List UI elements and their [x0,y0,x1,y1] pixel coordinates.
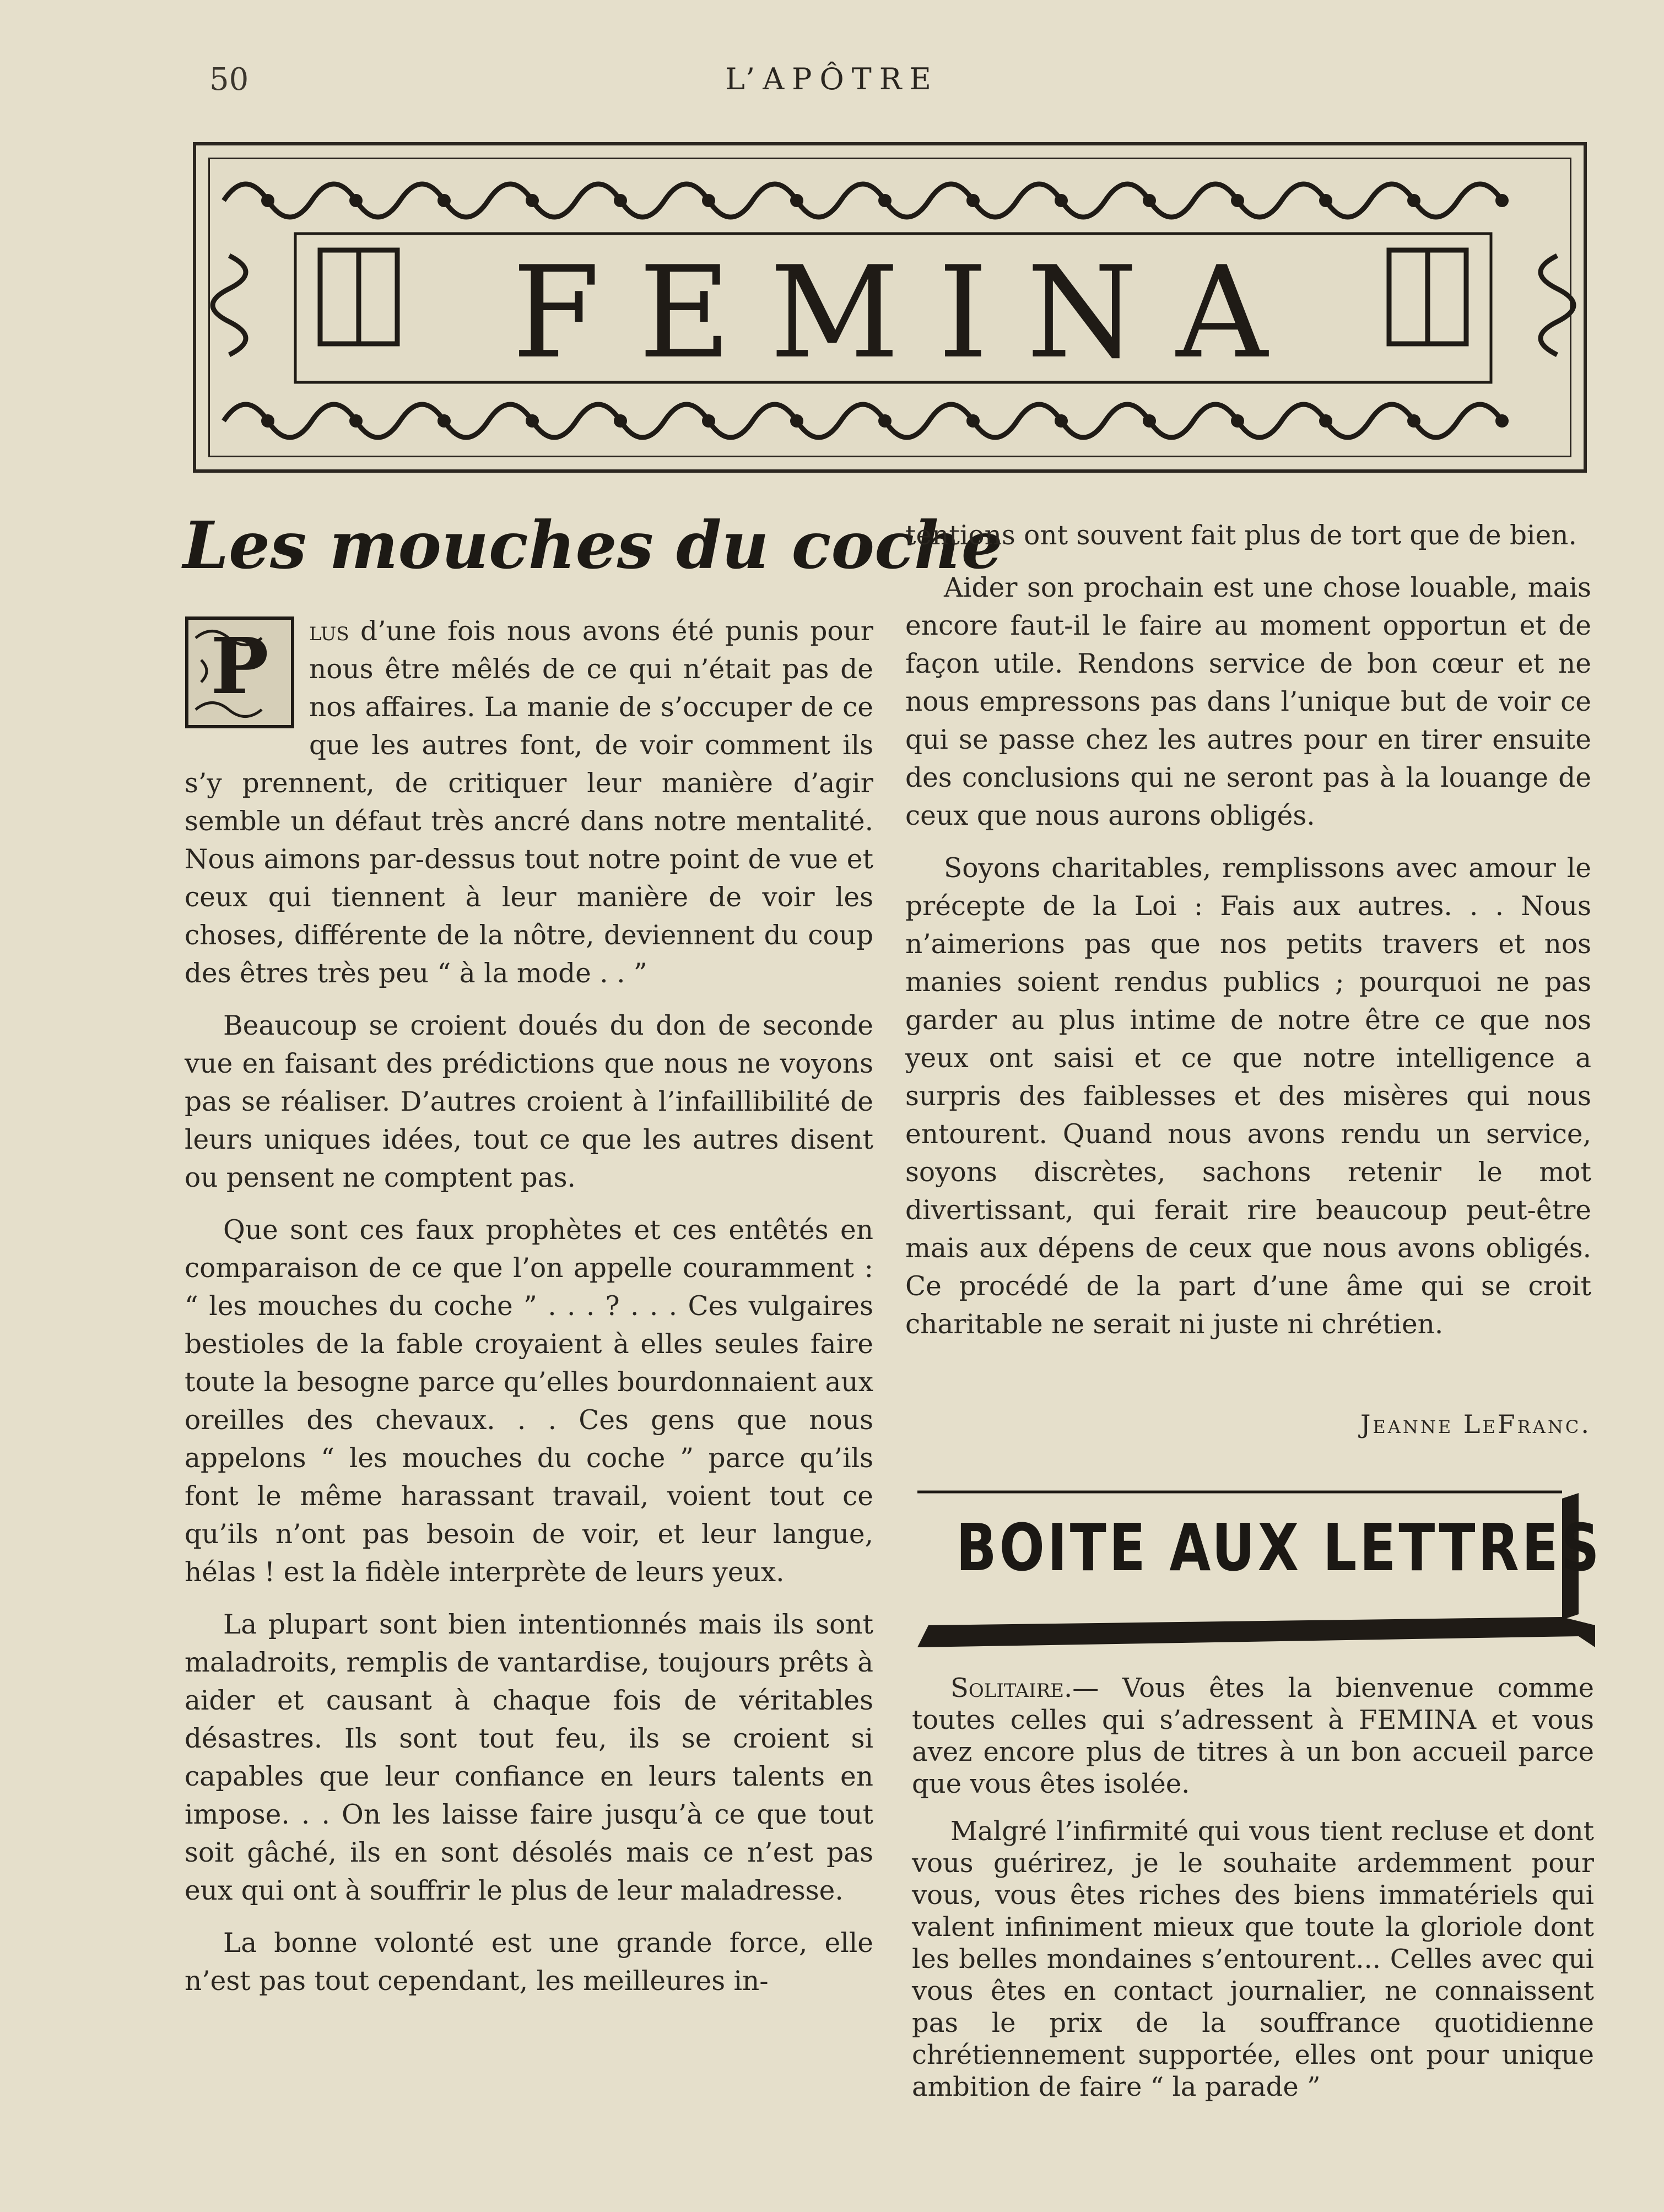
banner-title: FEMINA [512,240,1306,387]
running-title: L’APÔTRE [725,62,939,96]
paragraph-8: Soyons charitables, remplissons avec amour le précepte de la Loi : Fais aux autres. . . Nous n’aimerions pas que nos petits travers et nos manies soient rendus publics ; pourquoi ne pas garder au plus intime de notre être ce que nos yeux ont saisi et ce que notre intelligence a surpris des faiblesses et des misères qui nous entourent. Quand nous avons rendu un service, soyons discrètes, sachons retenir le mot divertissant, qui ferait rire beaucoup peut-être mais aux dépens de ceux que nous avons obligés. Ce procédé de la part d’une âme qui se croit charitable ne serait ni juste ni chrétien. [905,853,1591,1340]
mailbox-paragraph-2: Malgré l’infirmité qui vous tient recluse et dont vous guérirez, je le souhaite ardemment pour vous, vous êtes riches des biens immatériels qui valent infiniment mieux que toute la gloriole dont les belles mondaines s’entourent... Celles avec qui vous êtes en contact journalier, ne connaissent pas le prix de la souffrance quotidienne chrétiennement supportée, elles ont pour unique ambition de faire “ la parade ” [912,1816,1594,2102]
mailbox-header [917,1488,1602,1647]
page-number: 50 [209,62,249,98]
paragraph-3: Que sont ces faux prophètes et ces entêtés en comparaison de ce que l’on appelle couramment : “ les mouches du coche ” . . . ? . . . Ces vulgaires bestioles de la fable croyaient à elles seules faire toute la besogne parce qu’elles bourdonnaient aux oreilles des chevaux. . . Ces gens que nous appelons “ les mouches du coche ” parce qu’ils font le même harassant travail, voient tout ce qu’ils n’ont pas besoin de voir, et leur langue, hélas ! est la fidèle interprète de leurs yeux. [185,1215,873,1588]
paragraph-6: tentions ont souvent fait plus de tort que de bien. [905,520,1577,551]
paragraph-2: Beaucoup se croient doués du don de seconde vue en faisant des prédictions que nous ne voyons pas se réaliser. D’autres croient à l’infaillibilité de leurs uniques idées, tout ce que les autres disent ou pensent ne comptent pas. [185,1010,873,1193]
signature: Jeanne LeFranc. [1360,1409,1591,1439]
femina-banner [193,142,1587,473]
paragraph-4: La plupart sont bien intentionnés mais ils sont maladroits, remplis de vantardise, toujours prêts à aider et causant à chaque fois de véritables désastres. Ils sont tout feu, ils se croient si capables que leur confiance en leurs talents en impose. . . On les laisse faire jusqu’à ce que tout soit gâché, ils en sont désolés mais ce n’est pas eux qui ont à souffrir le plus de leur maladresse. [185,1609,873,1906]
mailbox-paragraph-1 [912,1672,1594,1800]
dropcap-letter: P [210,621,269,712]
article-title: Les mouches du coche [183,507,1003,583]
mailbox-paragraph-1-text: — Vous êtes la bienvenue comme toutes celles qui s’adressent à FEMINA et vous avez encore plus de titres à un bon accueil parce que vous êtes isolée. [912,1673,1594,1799]
paragraph-1 [185,613,873,993]
right-column-top [905,517,1591,1344]
paragraph-5: La bonne volonté est une grande force, elle n’est pas tout cependant, les meilleures in- [185,1928,873,1997]
mailbox-addressee: Solitaire. [950,1673,1073,1703]
dropcap-ornament [185,616,295,729]
right-column-bottom [912,1672,1594,2103]
first-word-rest: lus [309,616,349,647]
mailbox-title: BOITE AUX LETTRES [956,1510,1602,1586]
paragraph-7: Aider son prochain est une chose louable, mais encore faut-il le faire au moment opportun et de façon utile. Rendons service de bon cœur et ne nous empressons pas dans l’unique but de voir ce qui se passe chez les autres pour en tirer ensuite des conclusions qui ne seront pas à la louange de ceux que nous aurons obligés. [905,572,1591,831]
left-column [185,613,873,2000]
paragraph-1-text: d’une fois nous avons été punis pour nous être mêlés de ce qui n’était pas de nos affaires. La manie de s’occuper de ce que les autres font, de voir comment ils s’y prennent, de critiquer leur manière d’agir semble un défaut très ancré dans notre mentalité. Nous aimons par-dessus tout notre point de vue et ceux qui tiennent à leur manière de voir les choses, différente de la nôtre, deviennent du coup des êtres très peu “ à la mode . . ” [185,616,873,989]
